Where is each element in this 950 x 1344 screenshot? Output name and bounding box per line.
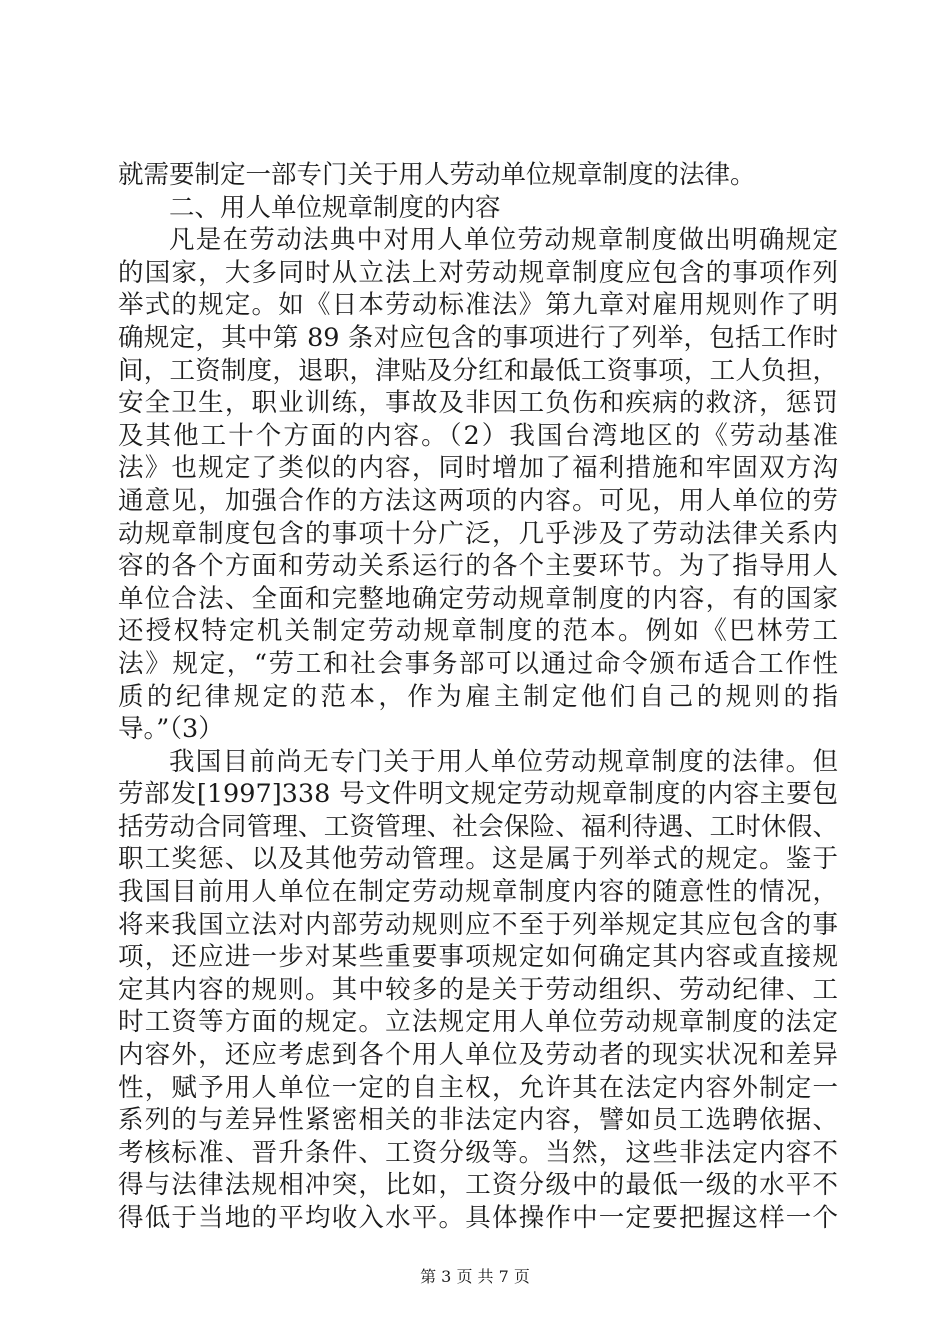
text-line: 质的纪律规定的范本，作为雇主制定他们自己的规则的指 [118, 681, 838, 712]
text-line: 我国目前尚无专门关于用人单位劳动规章制度的法律。但 [169, 746, 838, 777]
page-number-footer: 第 3 页 共 7 页 [420, 1267, 530, 1286]
text-line: 间，工资制度，退职，津贴及分红和最低工资事项，工人负担， [118, 355, 838, 386]
text-line: 括劳动合同管理、工资管理、社会保险、福利待遇、工时休假、 [118, 811, 838, 842]
text-line: 就需要制定一部专门关于用人劳动单位规章制度的法律。 [118, 160, 756, 190]
text-line: 导。”（3） [118, 714, 224, 745]
text-line: 法》规定，“劳工和社会事务部可以通过命令颁布适合工作性 [118, 648, 838, 679]
text-line: 劳部发[1997]338 号文件明文规定劳动规章制度的内容主要包 [118, 779, 838, 810]
text-line: 我国目前用人单位在制定劳动规章制度内容的随意性的情况， [118, 877, 838, 908]
text-line: 项，还应进一步对某些重要事项规定如何确定其内容或直接规 [118, 942, 838, 973]
text-line: 容的各个方面和劳动关系运行的各个主要环节。为了指导用人 [118, 551, 838, 582]
text-line: 内容外，还应考虑到各个用人单位及劳动者的现实状况和差异 [118, 1040, 838, 1071]
text-line: 通意见，加强合作的方法这两项的内容。可见，用人单位的劳 [118, 485, 838, 516]
text-line: 得低于当地的平均收入水平。具体操作中一定要把握这样一个 [118, 1203, 838, 1233]
text-line: 法》也规定了类似的内容，同时增加了福利措施和牢固双方沟 [118, 453, 838, 484]
text-line: 及其他工十个方面的内容。（2）我国台湾地区的《劳动基准 [118, 420, 838, 451]
text-line: 时工资等方面的规定。立法规定用人单位劳动规章制度的法定 [118, 1007, 838, 1038]
text-line: 职工奖惩、以及其他劳动管理。这是属于列举式的规定。鉴于 [118, 844, 838, 875]
text-line: 还授权特定机关制定劳动规章制度的范本。例如《巴林劳工 [118, 616, 838, 647]
text-line: 凡是在劳动法典中对用人单位劳动规章制度做出明确规定 [169, 225, 838, 256]
text-line: 考核标准、晋升条件、工资分级等。当然，这些非法定内容不 [118, 1137, 838, 1168]
text-line: 单位合法、全面和完整地确定劳动规章制度的内容，有的国家 [118, 583, 838, 614]
text-line: 定其内容的规则。其中较多的是关于劳动组织、劳动纪律、工 [118, 974, 838, 1005]
text-line: 确规定，其中第 89 条对应包含的事项进行了列举，包括工作时 [118, 322, 838, 353]
text-line: 安全卫生，职业训练，事故及非因工负伤和疾病的救济，惩罚 [118, 388, 838, 419]
text-line: 得与法律法规相冲突，比如，工资分级中的最低一级的水平不 [118, 1170, 838, 1201]
text-line: 系列的与差异性紧密相关的非法定内容，譬如员工选聘依据、 [118, 1105, 838, 1136]
text-line: 性，赋予用人单位一定的自主权，允许其在法定内容外制定一 [118, 1072, 838, 1103]
section-heading: 二、用人单位规章制度的内容 [169, 192, 501, 223]
text-line: 动规章制度包含的事项十分广泛，几乎涉及了劳动法律关系内 [118, 518, 838, 549]
document-body [118, 159, 838, 1235]
text-line: 举式的规定。如《日本劳动标准法》第九章对雇用规则作了明 [118, 290, 838, 321]
text-line: 的国家，大多同时从立法上对劳动规章制度应包含的事项作列 [118, 257, 838, 288]
text-line: 将来我国立法对内部劳动规则应不至于列举规定其应包含的事 [118, 909, 838, 940]
